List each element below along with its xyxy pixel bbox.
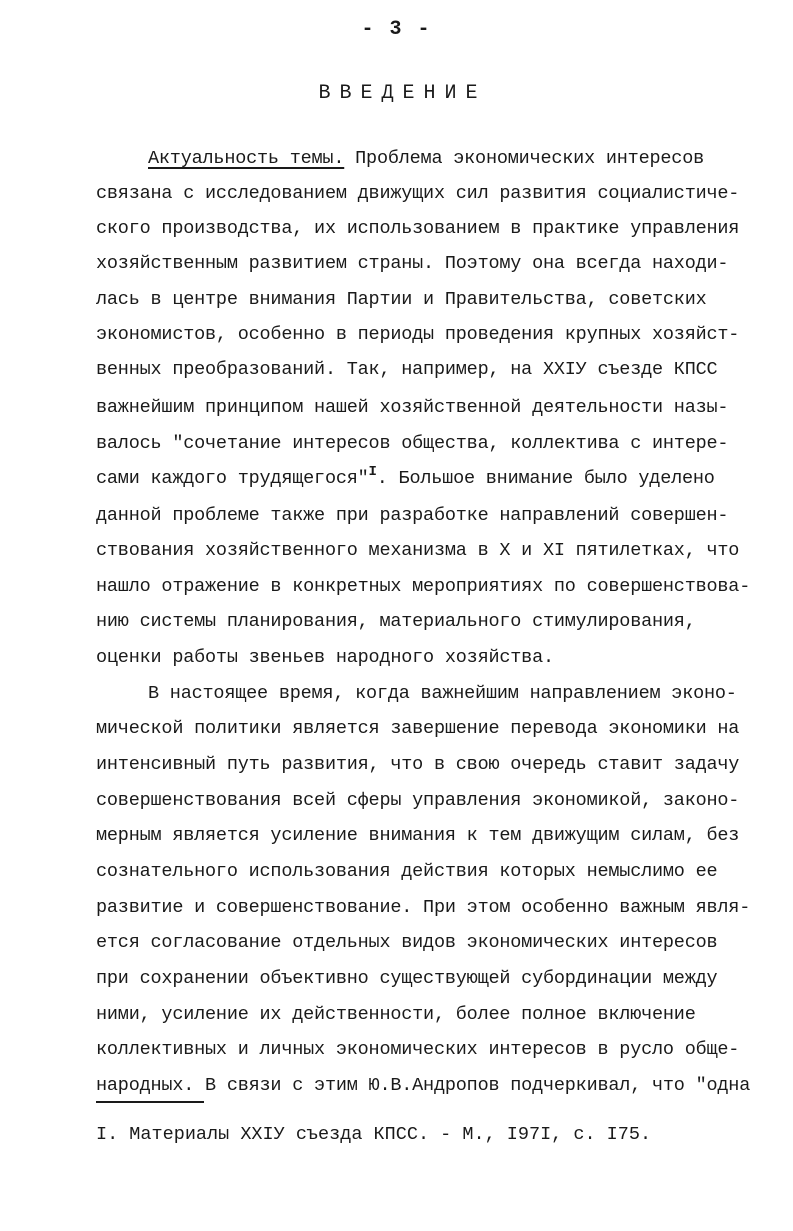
paragraph-2-line-1: В настоящее время, когда важнейшим направлением эконо- [148, 683, 737, 704]
paragraph-2-line-5: мерным является усиление внимания к тем движущим силам, без [96, 825, 740, 846]
page-number: - 3 - [361, 18, 432, 41]
paragraph-1-line-9: валось "сочетание интересов общества, коллектива с интере- [96, 433, 729, 454]
paragraph-1-line-12: ствования хозяйственного механизма в X и XI пятилетках, что [96, 540, 740, 561]
paragraph-1-line-4: хозяйственным развитием страны. Поэтому она всегда находи- [96, 253, 729, 274]
paragraph-1-line-13: нашло отражение в конкретных мероприятиях по совершенствова- [96, 576, 751, 597]
paragraph-2-line-9: при сохранении объективно существующей субординации между [96, 968, 718, 989]
paragraph-1-line-1 [148, 146, 704, 172]
paragraph-2-line-11: коллективных и личных экономических интересов в русло обще- [96, 1039, 740, 1060]
paragraph-2-line-4: совершенствования всей сферы управления экономикой, законо- [96, 790, 740, 811]
paragraph-1-line-6: экономистов, особенно в периоды проведения крупных хозяйст- [96, 324, 740, 345]
paragraph-1-line-7: венных преобразований. Так, например, на XXIУ съезде КПСС [96, 359, 718, 380]
paragraph-2-line-7: развитие и совершенствование. При этом особенно важным явля- [96, 897, 751, 918]
paragraph-2-line-6: сознательного использования действия которых немыслимо ее [96, 861, 718, 882]
paragraph-1-line-14: нию системы планирования, материального стимулирования, [96, 611, 696, 632]
paragraph-1-line-5: лась в центре внимания Партии и Правительства, советских [96, 289, 707, 310]
footnote-separator [96, 1101, 204, 1103]
paragraph-1-line-2: связана с исследованием движущих сил развития социалистиче- [96, 183, 740, 204]
paragraph-1-line-10-rest: . Большое внимание было уделено [376, 468, 715, 489]
footnote-1: I. Материалы XXIУ съезда КПСС. - М., I97I, с. I75. [96, 1124, 652, 1145]
paragraph-1-line-1-rest: Проблема экономических интересов [344, 148, 704, 169]
paragraph-2-line-8: ется согласование отдельных видов экономических интересов [96, 932, 718, 953]
paragraph-2-line-10: ними, усиление их действенности, более полное включение [96, 1004, 696, 1025]
paragraph-1-line-15: оценки работы звеньев народного хозяйства. [96, 647, 554, 668]
paragraph-2-line-3: интенсивный путь развития, что в свою очередь ставит задачу [96, 754, 740, 775]
topic-relevance-label: Актуальность темы. [148, 148, 345, 169]
paragraph-1-line-3: ского производства, их использованием в практике управления [96, 218, 740, 239]
paragraph-1-line-11: данной проблеме также при разработке направлений совершен- [96, 505, 729, 526]
paragraph-1-line-8: важнейшим принципом нашей хозяйственной деятельности назы- [96, 397, 729, 418]
paragraph-2-line-12: народных. В связи с этим Ю.В.Андропов подчеркивал, что "одна [96, 1075, 751, 1096]
footnote-marker: I [368, 464, 377, 480]
quote-end: сами каждого трудящегося" [96, 468, 369, 489]
paragraph-2-line-2: мической политики является завершение перевода экономики на [96, 718, 740, 739]
paragraph-1-line-10 [96, 466, 715, 493]
section-heading: ВВЕДЕНИЕ [318, 82, 487, 105]
